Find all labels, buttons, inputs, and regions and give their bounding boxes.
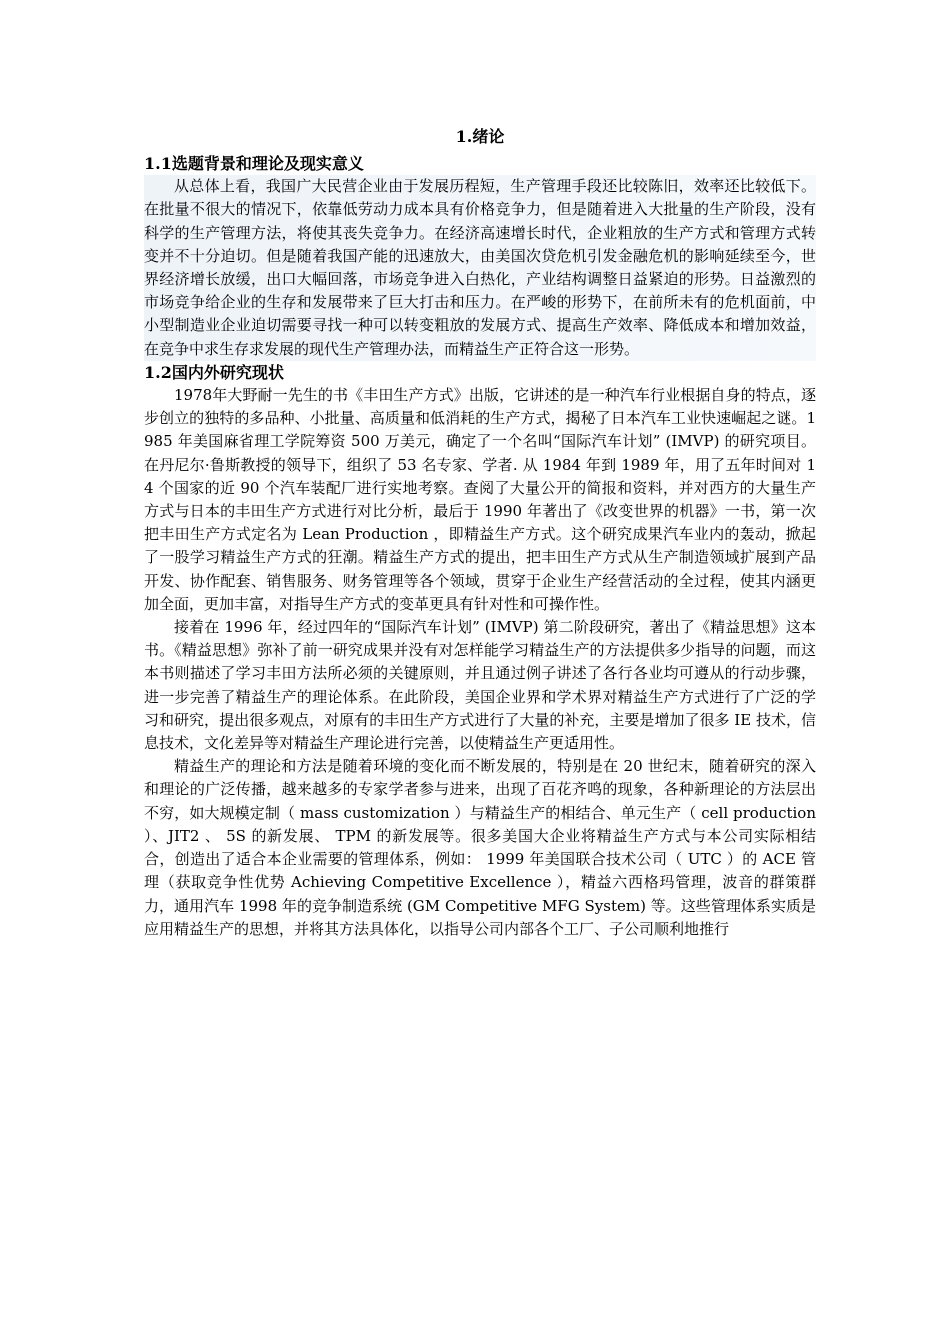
chapter-title: 1.绪论 bbox=[455, 127, 505, 146]
paragraph-research-development: 精益生产的理论和方法是随着环境的变化而不断发展的，特别是在 20 世纪末，随着研究的深入和理论的广泛传播，越来越多的专家学者参与进来，出现了百花齐鸣的现象，各种新理论的方法层出不穷，如大规模定制（ mass customization ）与精益生产的相结合、单元生产（ cell production ）、JIT2 、 5S 的新发展、 TPM 的新发展等。很多美国大企业将精益生产方式与本公司实际相结合，创造出了适合本企业需要的管理体系，例如： 1999 年美国联合技术公司（ UTC ）的 ACE 管理（获取竞争性优势 Achieving Competitive Excellence ），精益六西格玛管理，波音的群策群力，通用汽车 1998 年的竞争制造系统 (GM Competitive MFG System) 等。这些管理体系实质是应用精益生产的思想，并将其方法具体化，以指导公司内部各个工厂、子公司顺利地推行 bbox=[144, 757, 816, 938]
document-page bbox=[144, 124, 816, 941]
paragraph-research-1978: 1978年大野耐一先生的书《丰田生产方式》出版，它讲述的是一种汽车行业根据自身的特点，逐步创立的独特的多品种、小批量、高质量和低消耗的生产方式，揭秘了日本汽车工业快速崛起之谜。1985 年美国麻省理工学院筹资 500 万美元，确定了一个名叫“国际汽车计划” (IMVP) 的研究项目。在丹尼尔·鲁斯教授的领导下，组织了 53 名专家、学者. 从 1984 年到 1989 年，用了五年时间对 14 个国家的近 90 个汽车装配厂进行实地考察。查阅了大量公开的简报和资料，并对西方的大量生产方式与日本的丰田生产方式进行对比分析，最后于 1990 年著出了《改变世界的机器》一书，第一次把丰田生产方式定名为 Lean Production ，即精益生产方式。这个研究成果汽车业内的轰动，掀起了一股学习精益生产方式的狂潮。精益生产方式的提出，把丰田生产方式从生产制造领域扩展到产品开发、协作配套、销售服务、财务管理等各个领域，贯穿于企业生产经营活动的全过程，使其内涵更加全面，更加丰富，对指导生产方式的变革更具有针对性和可操作性。 bbox=[144, 386, 816, 613]
paragraph-background: 从总体上看，我国广大民营企业由于发展历程短，生产管理手段还比较陈旧，效率还比较低下。在批量不很大的情况下，依靠低劳动力成本具有价格竞争力，但是随着进入大批量的生产阶段，没有科学的生产管理方法，将使其丧失竞争力。在经济高速增长时代，企业粗放的生产方式和管理方式转变并不十分迫切。但是随着我国产能的迅速放大，由美国次贷危机引发金融危机的影响延续至今，世界经济增长放缓，出口大幅回落，市场竞争进入白热化，产业结构调整日益紧迫的形势。日益激烈的市场竞争给企业的生存和发展带来了巨大打击和压力。在严峻的形势下，在前所未有的危机面前，中小型制造业企业迫切需要寻找一种可以转变粗放的发展方式、提高生产效率、降低成本和增加效益，在竞争中求生存求发展的现代生产管理办法，而精益生产正符合这一形势。 bbox=[144, 175, 816, 361]
paragraph-research-1996: 接着在 1996 年，经过四年的“国际汽车计划” (IMVP) 第二阶段研究，著出了《精益思想》这本书。《精益思想》弥补了前一研究成果并没有对怎样能学习精益生产的方法提供多少指导的问题，而这本书则描述了学习丰田方法所必须的关键原则，并且通过例子讲述了各行各业均可遵从的行动步骤，进一步完善了精益生产的理论体系。在此阶段，美国企业界和学术界对精益生产方式进行了广泛的学习和研究，提出很多观点，对原有的丰田生产方式进行了大量的补充，主要是增加了很多 IE 技术，信息技术，文化差异等对精益生产理论进行完善，以使精益生产更适用性。 bbox=[144, 618, 816, 753]
section-heading-1-2: 1.2国内外研究现状 bbox=[144, 362, 284, 382]
section-heading-1-1: 1.1选题背景和理论及现实意义 bbox=[144, 154, 364, 173]
